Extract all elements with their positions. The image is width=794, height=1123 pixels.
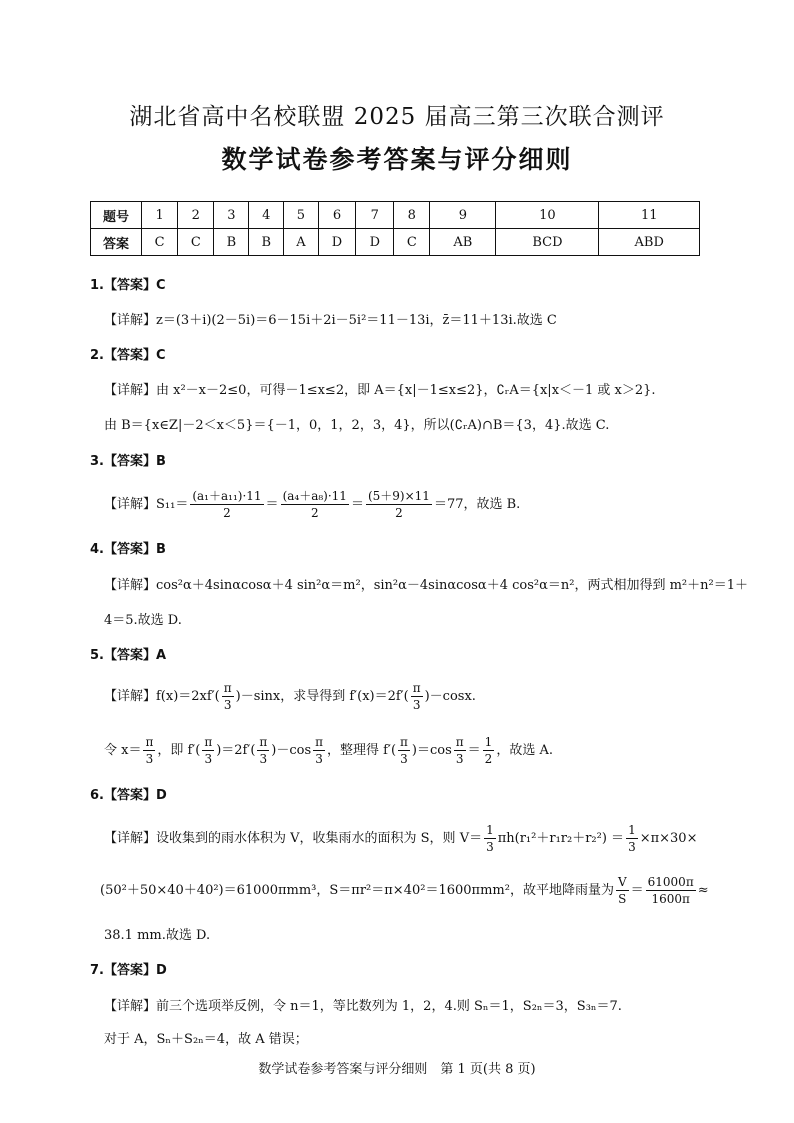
answer-cell: C (178, 229, 214, 256)
q3-answer: 3.【答案】B (90, 454, 166, 469)
frac-den: S (618, 892, 627, 906)
answer-table-number-row (91, 202, 700, 229)
frac-num: π (145, 735, 154, 749)
answer-cell: BCD (496, 229, 599, 256)
q3-prefix: 【详解】S₁₁＝ (104, 497, 189, 512)
q4-detail-1: 【详解】cos²α＋4sinαcosα＋4 sin²α＝m²，sin²α－4sinαcosα＋4 cos²α＝n²，两式相加得到 m²＋n²＝1＋ (104, 578, 748, 593)
frac-den: 3 (259, 752, 268, 766)
frac-num: π (455, 735, 464, 749)
q5-text: )－cosx. (424, 689, 476, 704)
q3-fraction-3-num: (5＋9)×11 (367, 489, 430, 503)
q3-fraction-2 (281, 488, 349, 521)
q6-text: 【详解】设收集到的雨水体积为 V，收集雨水的面积为 S，则 V＝ (104, 831, 483, 846)
q4-detail-2: 4＝5.故选 D. (104, 613, 182, 628)
q3-result: ＝77，故选 B. (433, 497, 521, 512)
document-subtitle: 数学试卷参考答案与评分细则 (221, 145, 573, 174)
answer-cell: C (394, 229, 430, 256)
rainfall-fraction (646, 874, 696, 907)
question-number: 2 (178, 202, 214, 229)
question-number: 9 (430, 202, 496, 229)
frac-den: 3 (400, 752, 408, 766)
q6-text: ≈ (697, 883, 709, 898)
answer-cell: B (249, 229, 284, 256)
question-number: 7 (356, 202, 394, 229)
question-number: 11 (599, 202, 700, 229)
frac-num: π (259, 735, 268, 749)
q5-detail-2 (104, 734, 553, 768)
frac-den: 1600π (651, 892, 690, 906)
frac-num: π (204, 735, 213, 749)
answer-cell: D (356, 229, 394, 256)
question-number: 5 (284, 202, 318, 229)
one-third-fraction (484, 822, 496, 855)
pi-over-3-fraction (202, 734, 214, 767)
frac-den: 3 (145, 752, 154, 766)
answer-table-number-header: 题号 (91, 202, 142, 229)
q6-detail-3: 38.1 mm.故选 D. (104, 928, 211, 943)
frac-den: 3 (486, 840, 494, 854)
q6-detail-1 (104, 822, 697, 856)
question-number: 6 (318, 202, 356, 229)
q5-answer: 5.【答案】A (90, 648, 167, 663)
q1-detail: 【详解】z＝(3＋i)(2－5i)＝6－15i＋2i－5i²＝11－13i，z̄＝11＋13i.故选 C (104, 313, 557, 328)
answer-cell: AB (430, 229, 496, 256)
pi-over-3-fraction (257, 734, 269, 767)
q6-text: ×π×30× (639, 831, 698, 846)
frac-num: 1 (628, 823, 636, 837)
q3-fraction-2-den: 2 (310, 506, 319, 520)
q7-detail-2: 对于 A，Sₙ＋S₂ₙ＝4，故 A 错误； (104, 1032, 308, 1047)
pi-over-3-fraction (398, 734, 410, 767)
v-over-s-fraction (616, 874, 629, 907)
pi-over-3-fraction (222, 680, 234, 713)
frac-num: π (400, 735, 408, 749)
answer-cell: C (142, 229, 178, 256)
frac-num: π (412, 681, 421, 695)
q3-fraction-1 (190, 488, 263, 521)
q5-text: )＝2f′( (216, 743, 256, 758)
answer-table (90, 201, 700, 256)
q7-detail-1: 【详解】前三个选项举反例，令 n＝1，等比数列为 1，2，4.则 Sₙ＝1，S₂ₙ＝3，S₃ₙ＝7. (104, 999, 622, 1014)
pi-over-3-fraction (313, 734, 325, 767)
frac-num: π (315, 735, 324, 749)
question-number: 10 (496, 202, 599, 229)
q7-answer: 7.【答案】D (90, 963, 167, 978)
q5-text: )＝cos (411, 743, 452, 758)
one-half-fraction (483, 734, 495, 767)
q5-text: ，即 f′( (157, 743, 201, 758)
q3-eq: ＝ (350, 497, 364, 512)
question-number: 3 (214, 202, 249, 229)
question-number: 4 (249, 202, 284, 229)
one-third-fraction (626, 822, 638, 855)
q1-answer: 1.【答案】C (90, 278, 166, 293)
q6-answer: 6.【答案】D (90, 788, 167, 803)
frac-num: V (617, 875, 627, 889)
q5-text: 令 x＝ (104, 743, 142, 758)
pi-over-3-fraction (454, 734, 466, 767)
pi-over-3-fraction (143, 734, 155, 767)
answer-table-answer-row (91, 229, 700, 256)
q3-fraction-2-num: (a₄＋a₈)·11 (282, 489, 347, 503)
q4-answer: 4.【答案】B (90, 542, 166, 557)
frac-den: 3 (223, 698, 232, 712)
frac-num: 1 (486, 823, 494, 837)
answer-cell: B (214, 229, 249, 256)
q3-fraction-3 (366, 488, 432, 521)
q6-detail-2 (100, 874, 709, 908)
frac-num: π (223, 681, 232, 695)
q3-fraction-3-den: 2 (395, 506, 403, 520)
answer-cell: D (318, 229, 356, 256)
q2-detail-1: 【详解】由 x²－x－2≤0，可得－1≤x≤2，即 A＝{x|－1≤x≤2}，∁ᵣA＝{x|x＜－1 或 x＞2}. (104, 383, 656, 398)
q5-text: ＝ (467, 743, 481, 758)
frac-num: 61000π (647, 875, 694, 889)
q2-answer: 2.【答案】C (90, 348, 166, 363)
q6-text: πh(r₁²＋r₁r₂＋r₂²) ＝ (497, 831, 625, 846)
q5-text: ，故选 A. (496, 743, 553, 758)
page-footer: 数学试卷参考答案与评分细则 第 1 页(共 8 页) (258, 1062, 536, 1077)
q3-detail (104, 488, 520, 522)
q3-fraction-1-den: 2 (223, 506, 231, 520)
question-number: 8 (394, 202, 430, 229)
frac-num: 1 (484, 735, 493, 749)
question-number: 1 (142, 202, 178, 229)
answer-cell: A (284, 229, 318, 256)
pi-over-3-fraction (411, 680, 423, 713)
frac-den: 3 (455, 752, 464, 766)
q5-detail-1 (104, 680, 476, 714)
q6-text: ＝ (630, 883, 644, 898)
q5-text: 【详解】f(x)＝2xf′( (104, 689, 220, 704)
q3-eq: ＝ (265, 497, 279, 512)
document-title: 湖北省高中名校联盟 2025 届高三第三次联合测评 (129, 104, 665, 130)
q5-text: ，整理得 f′( (327, 743, 397, 758)
q6-text: (50²＋50×40＋40²)＝61000πmm³，S＝πr²＝π×40²＝1600πmm²，故平地降雨量为 (100, 883, 614, 898)
frac-den: 2 (484, 752, 493, 766)
frac-den: 3 (412, 698, 421, 712)
q3-fraction-1-num: (a₁＋a₁₁)·11 (192, 489, 262, 503)
frac-den: 3 (315, 752, 323, 766)
q5-text: )－sinx，求导得到 f′(x)＝2f′( (235, 689, 409, 704)
frac-den: 3 (204, 752, 213, 766)
frac-den: 3 (628, 840, 636, 854)
q5-text: )－cos (271, 743, 312, 758)
q2-detail-2: 由 B＝{x∈Z|－2＜x＜5}＝{－1，0，1，2，3，4}，所以(∁ᵣA)∩B＝{3，4}.故选 C. (104, 418, 610, 433)
answer-table-answer-header: 答案 (91, 229, 142, 256)
answer-cell: ABD (599, 229, 700, 256)
